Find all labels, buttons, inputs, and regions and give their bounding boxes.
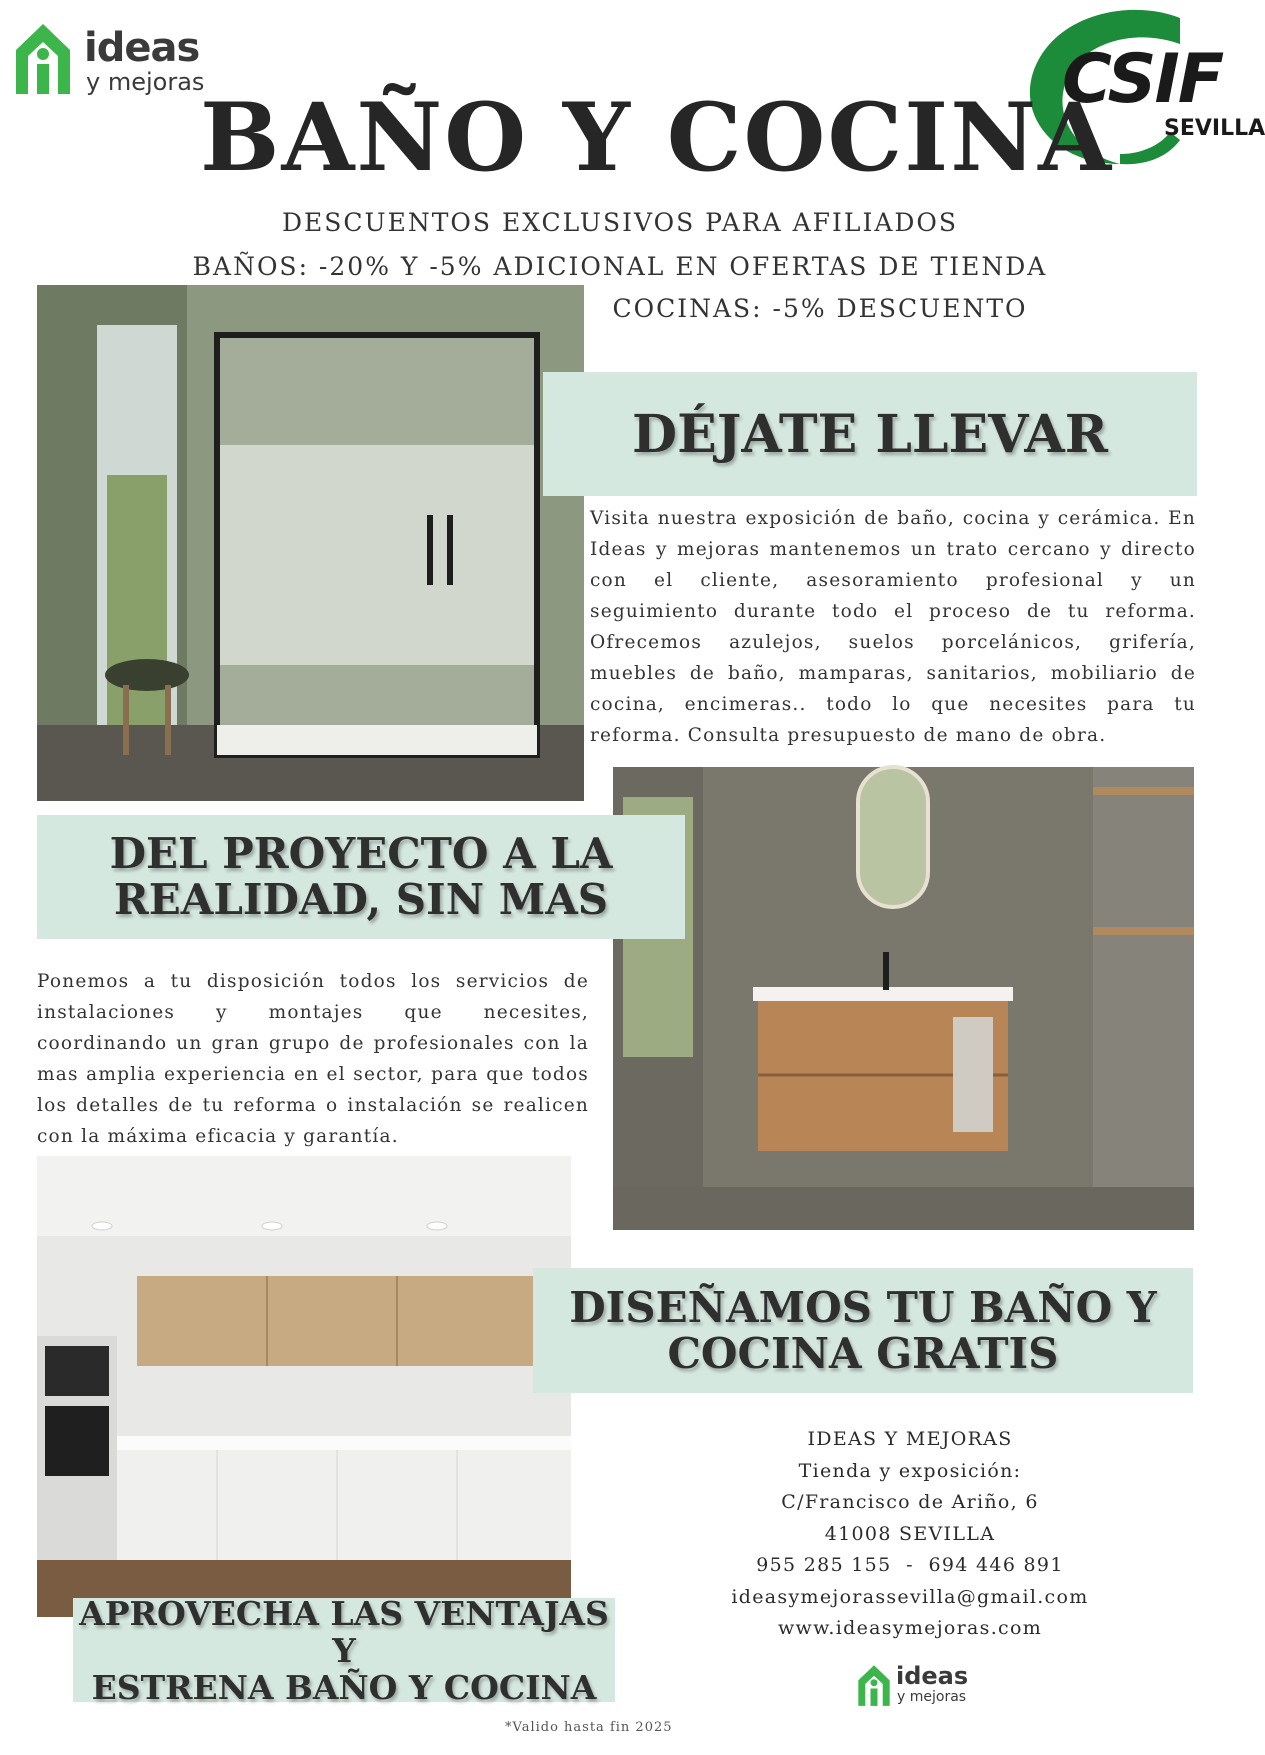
house-icon [856, 1662, 892, 1708]
logo-bottom-word-ideas: ideas [896, 1662, 969, 1690]
section3-heading-line2: COCINA GRATIS [667, 1328, 1059, 1378]
csif-wordmark: CSIF [1062, 40, 1223, 119]
subtitle: DESCUENTOS EXCLUSIVOS PARA AFILIADOS [281, 208, 959, 237]
vanity-image [613, 767, 1194, 1230]
ideas-logo [12, 20, 212, 100]
house-icon [12, 20, 74, 96]
logo-word-mejoras: y mejoras [86, 68, 205, 96]
shower-photo [37, 285, 584, 801]
banner-dejate-llevar [543, 372, 1197, 496]
ideas-logo-bottom [856, 1662, 976, 1710]
banner-del-proyecto [37, 815, 685, 939]
vanity-photo [613, 767, 1194, 1230]
csif-sevilla: SEVILLA [1164, 116, 1265, 141]
contact-store-label: Tienda y exposición: [798, 1459, 1022, 1482]
shower-image [37, 285, 584, 801]
logo-bottom-word-mejoras: y mejoras [897, 1689, 967, 1705]
banner-aprovecha [73, 1593, 615, 1707]
contact-name: IDEAS Y MEJORAS [807, 1428, 1013, 1450]
section2-text: Ponemos a tu disposición todos los servicios de instalaciones y montajes que necesites, coordinando un gran grupo de profesionales con la mas amplia experiencia en el sector, para que todos los detalles de tu reforma o instalación se realicen con la máxima eficacia y garantía. [37, 971, 589, 1147]
offer-banos: BAÑOS: -20% Y -5% ADICIONAL EN OFERTAS DE TIENDA [192, 252, 1048, 281]
section4-heading-line1: APROVECHA LAS VENTAJAS Y [79, 1593, 609, 1670]
contact-email[interactable]: ideasymejorassevilla@gmail.com [731, 1585, 1089, 1608]
contact-city: 41008 SEVILLA [824, 1522, 996, 1545]
banner-disenamos [533, 1268, 1193, 1393]
validity-footnote: *Valido hasta fin 2025 [505, 1720, 673, 1735]
contact-block [700, 1424, 1120, 1645]
contact-phones: 955 285 155 - 694 446 891 [756, 1554, 1064, 1576]
contact-website[interactable]: www.ideasymejoras.com [777, 1617, 1043, 1639]
section4-heading-line2: ESTRENA BAÑO Y COCINA [91, 1667, 597, 1707]
section2-heading-line1: DEL PROYECTO A LA [109, 829, 613, 878]
kitchen-image [37, 1156, 571, 1617]
offer-cocinas: COCINAS: -5% DESCUENTO [612, 294, 1028, 323]
section1-heading: DÉJATE LLEVAR [632, 403, 1108, 465]
logo-word-ideas: ideas [84, 25, 200, 71]
kitchen-photo [37, 1156, 571, 1617]
section1-text: Visita nuestra exposición de baño, cocina y cerámica. En Ideas y mejoras mantenemos un trato cercano y directo con el cliente, asesoramiento profesional y un seguimiento durante todo el proceso de tu reforma. Ofrecemos azulejos, suelos porcelánicos, grifería, muebles de baño, mamparas, sanitarios, mobiliario de cocina, encimeras.. todo lo que necesites para tu reforma. Consulta presupuesto de mano de obra. [590, 508, 1196, 746]
section3-heading-line1: DISEÑAMOS TU BAÑO Y [569, 1282, 1157, 1332]
page-title: BAÑO Y COCINA [200, 83, 1114, 193]
contact-address: C/Francisco de Ariño, 6 [781, 1491, 1039, 1513]
section2-heading-line2: REALIDAD, SIN MAS [113, 875, 609, 924]
